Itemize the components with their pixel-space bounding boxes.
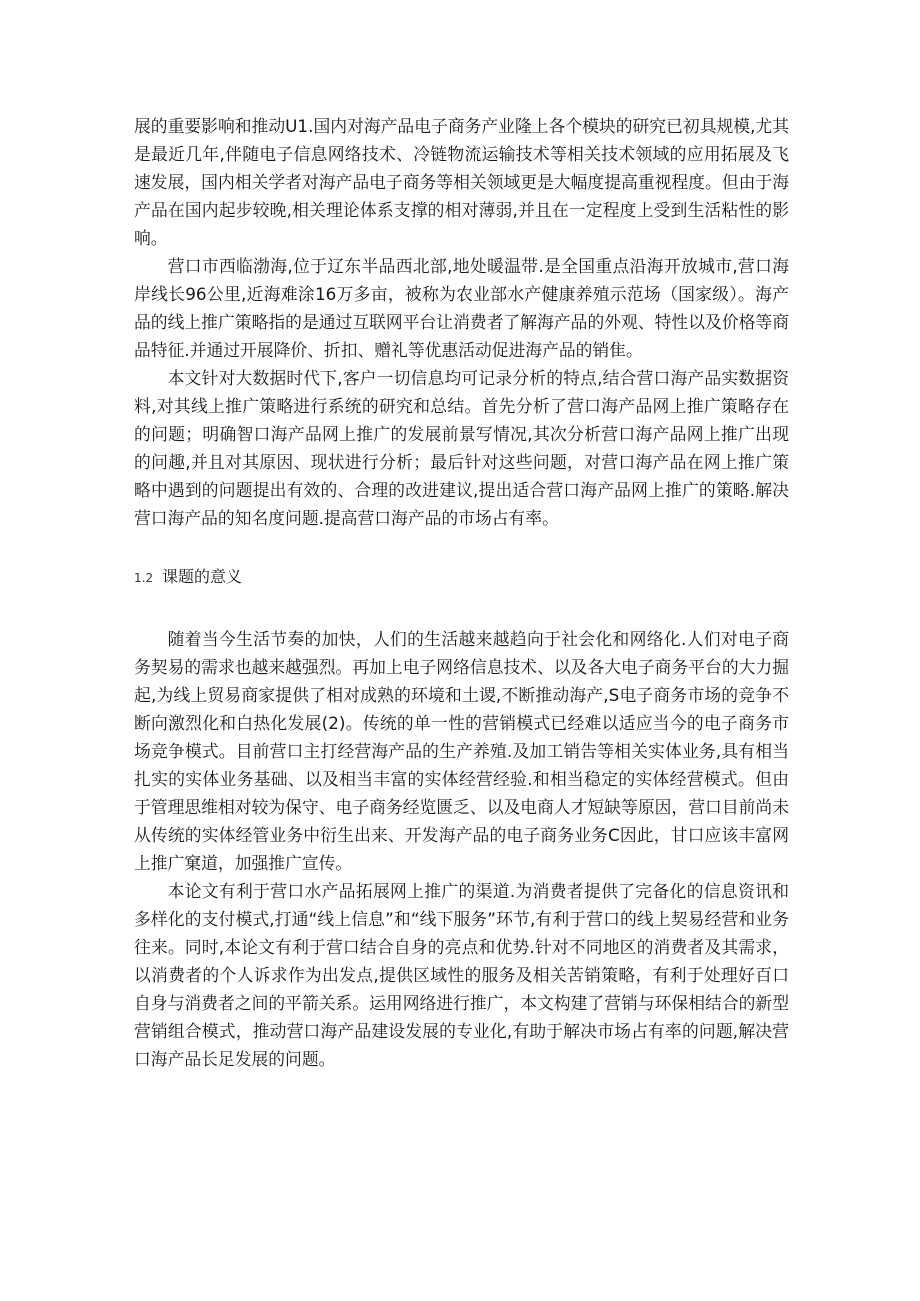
paragraph-yingkou-overview: 营口市西临渤海,位于辽东半品西北部,地处暖温带.是全国重点沿海开放城市,营口海岸线长96公里,近海难涂16万多亩，被称为农业部水产健康养殖示范场（国家级）。海产品的线上推广策略指的是通过互联网平台让消费者了解海产品的外观、特性以及价格等商品特征.并通过开展降价、折扣、赠礼等优惠活动促进海产品的销隹。 <box>134 256 789 360</box>
paragraph-research-summary: 本文针对大数据时代下,客户一切信息均可记录分析的特点,结合营口海产品实数据资料,对其线上推广策略进行系统的研究和总结。首先分析了营口海产品网上推广策略存在的问题；明确智口海产品网上推广的发展前景写情况,其次分析营口海产品网上推广出现的问趣,并且对其原因、现状进行分析；最后针对这些问题，对营口海产品在网上推广策略中遇到的问题提出有效的、合理的改进建议,提出适合营口海产品网上推广的策略.解决营口海产品的知名度问题.提高营口海产品的市场占有率。 <box>134 368 789 528</box>
section-number: 1.2 <box>134 571 154 585</box>
paragraph-continuation: 展的重要影响和推动U1.国内对海产品电子商务产业隆上各个模块的研究已初具规模,尤其是最近几年,伴随电子信息网络技术、冷链物流运输技术等相关技术领域的应用拓展及飞速发展，国内相关学者对海产品电子商务等相关领域更是大幅度提高重视程度。但由于海产品在国内起步较晚,相关理论体系支撑的相对薄弱,并且在一定程度上受到生活粘性的影响。 <box>134 116 789 248</box>
paragraph-background: 随着当今生活节奏的加快，人们的生活越来越趋向于社会化和网络化.人们对电子商务契易的需求也越来越强烈。再加上电子网络信息技术、以及各大电子商务平台的大力掘起,为线上贸易商家提供了相对成熟的环境和土谡,不断推动海产,S电子商务市场的竞争不断向激烈化和白热化发展(2)。传统的单一性的营销模式已经难以适应当今的电子商务市场竞争模式。目前营口主打经营海产品的生产养殖.及加工销告等相关实体业务,具有相当扎实的实体业务基础、以及相当丰富的实体经营经验.和相当稳定的实体经营模式。但由于管理思维相对较为保守、电子商务经览匮乏、以及电商人才短缺等原因，营口目前尚未从传统的实体经管业务中衍生出来、开发海产品的电子商务业务C因此，甘口应该丰富网上推广窠道，加强推广宣传。 <box>134 629 789 873</box>
document-body <box>134 112 789 1073</box>
section-title: 课题的意义 <box>162 567 243 586</box>
paragraph-significance: 本论文有利于营口水产品拓展网上推广的渠道.为消费者提供了完备化的信息资讯和多样化的支付模式,打通“线上信息”和“线下服务”环节,有利于营口的线上契易经营和业务往来。同时,本论文有利于营口结合自身的亮点和优势.针对不同地区的消费者及其需求，以消费者的个人诉求作为出发点,提供区域性的服务及相关苦销策略，有利于处理好百口自身与消费者之间的平箭关系。运用网络进行推广，本文构建了营销与环保相结合的新型营销组合模式，推动营口海产品建设发展的专业化,有助于解决市场占有率的问题,解决营口海产品长足发展的问题。 <box>134 881 789 1069</box>
section-heading <box>134 566 789 589</box>
